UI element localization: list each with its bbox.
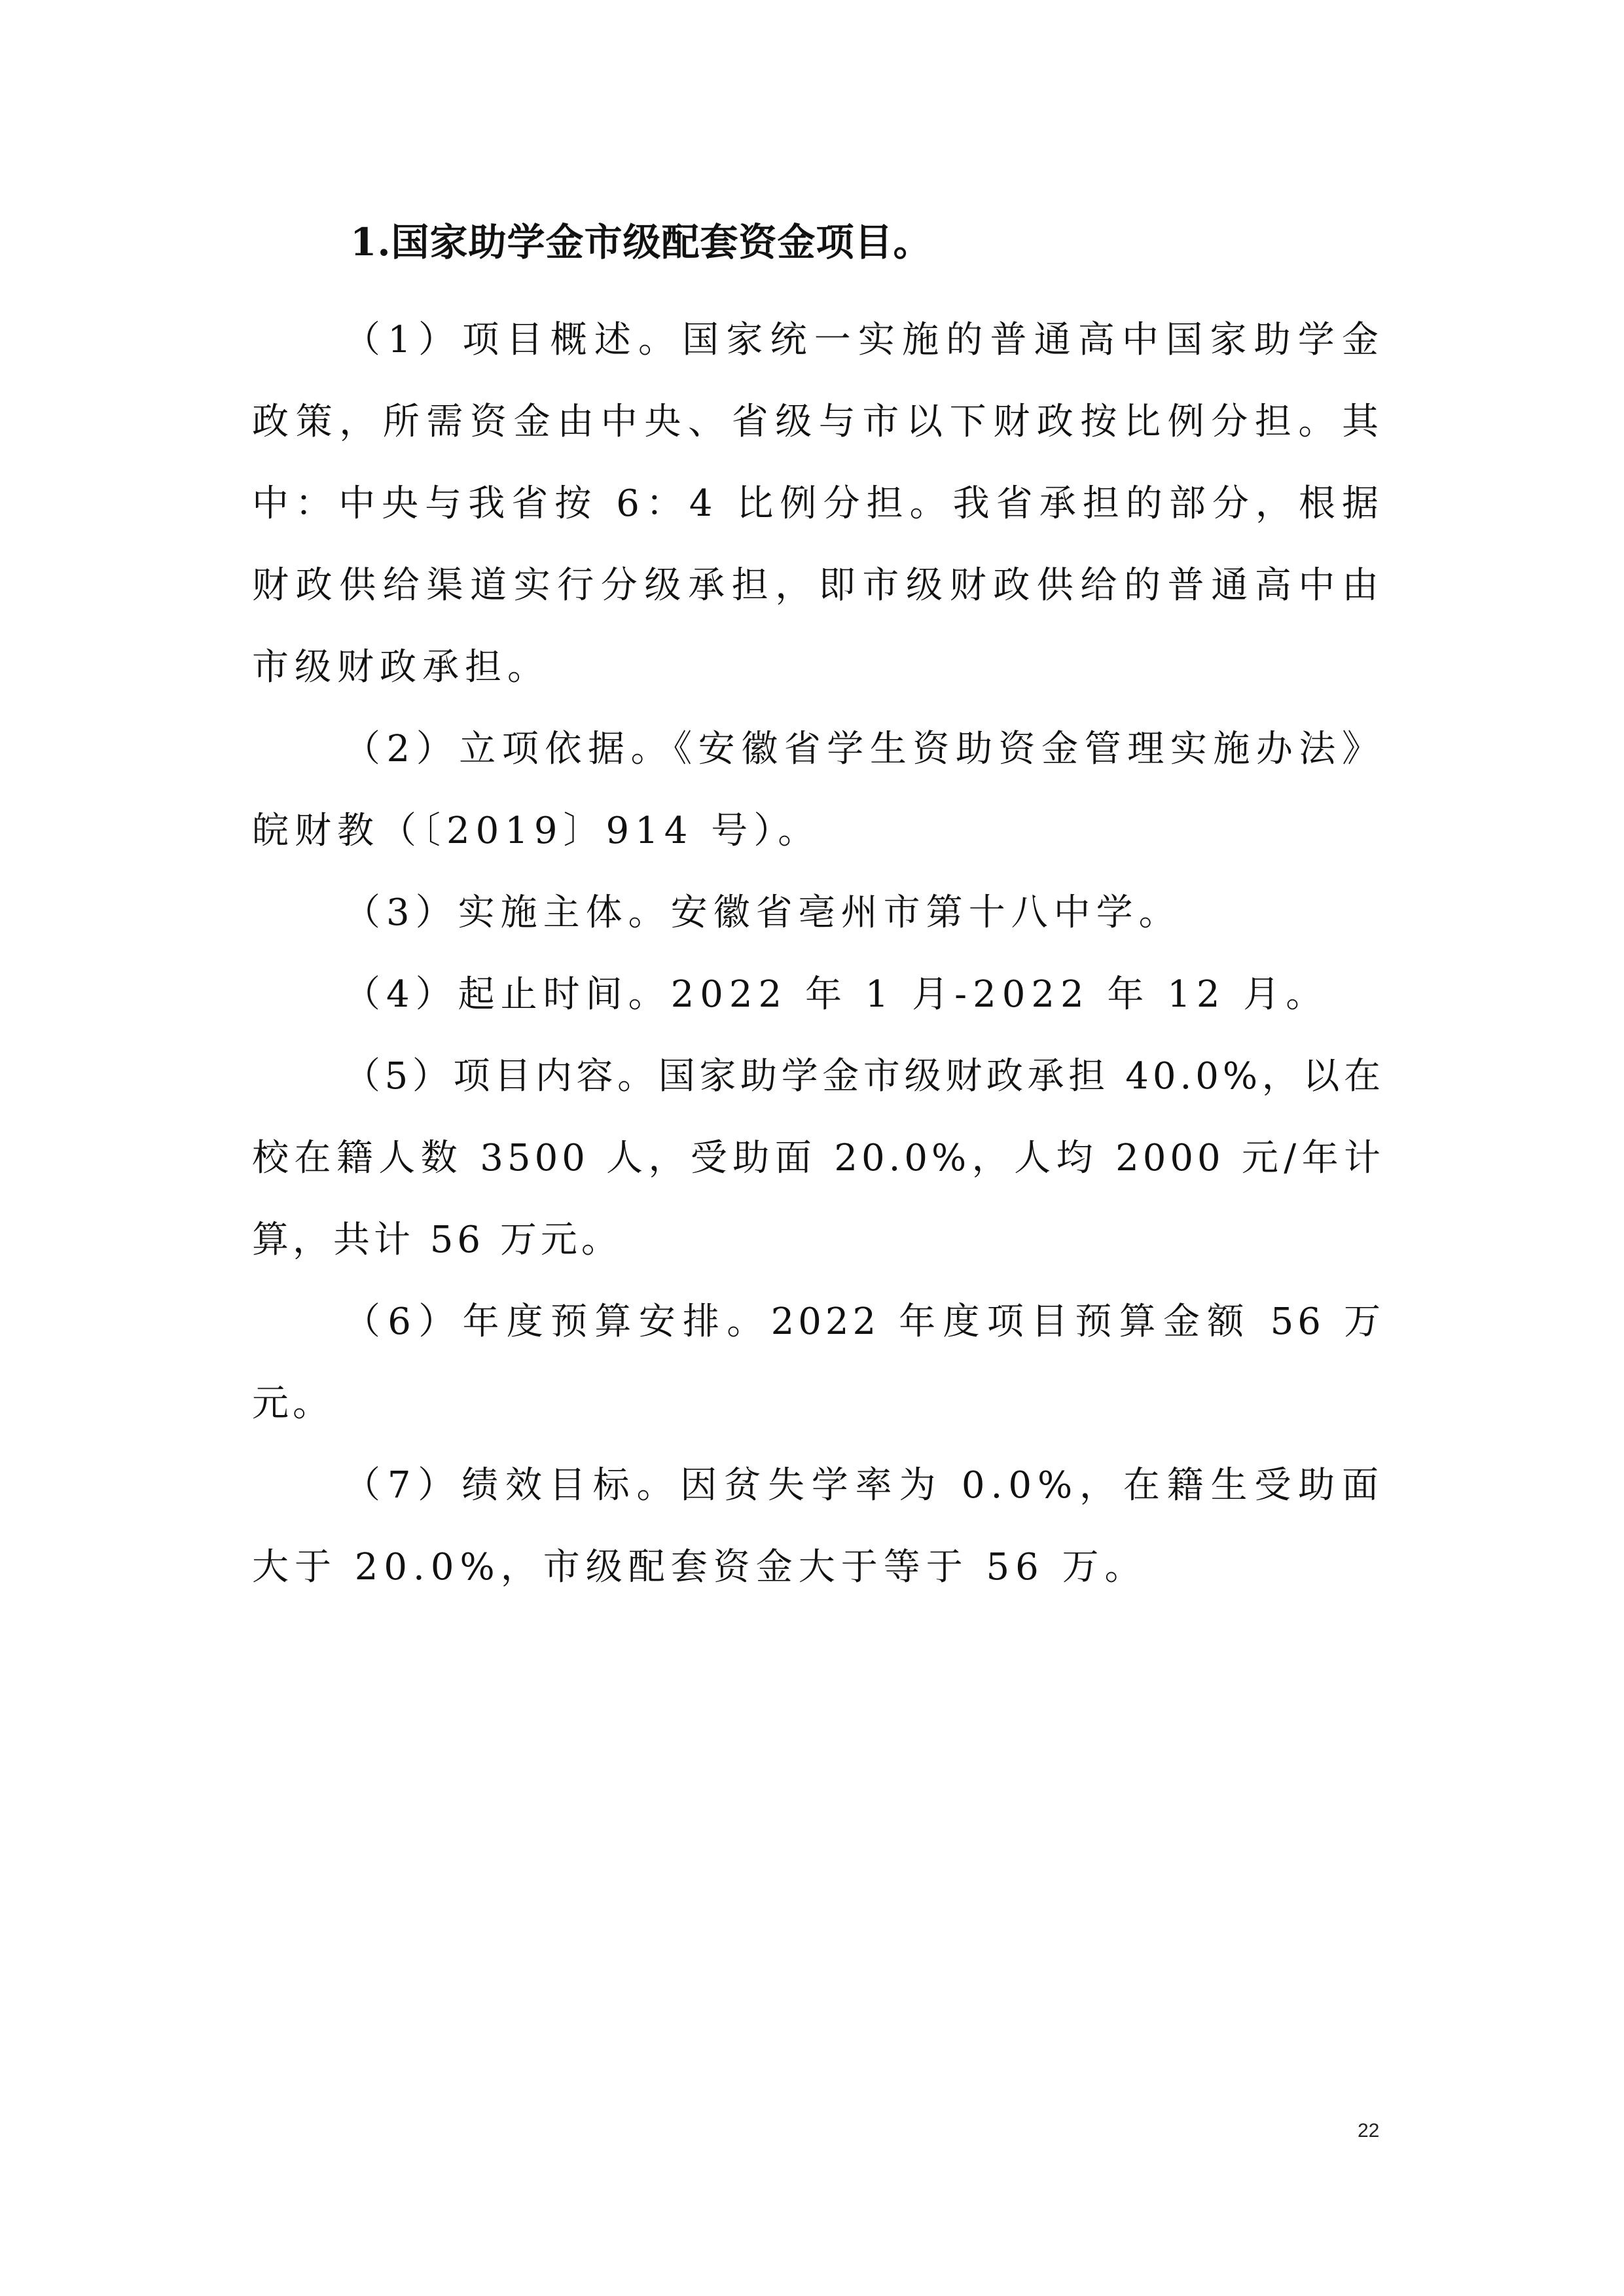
- document-body: [252, 216, 1384, 1608]
- paragraph-project-content: （5）项目内容。国家助学金市级财政承担 40.0%，以在校在籍人数 3500 人，受助面 20.0%，人均 2000 元/年计算，共计 56 万元。: [252, 1055, 1384, 1261]
- paragraph-performance-goal: （7）绩效目标。因贫失学率为 0.0%，在籍生受助面大于 20.0%，市级配套资金大于等于 56 万。: [252, 1464, 1384, 1588]
- page-number: 22: [1358, 2120, 1380, 2142]
- paragraph-annual-budget: （6）年度预算安排。2022 年度项目预算金额 56 万元。: [252, 1300, 1384, 1425]
- paragraph-project-overview: （1）项目概述。国家统一实施的普通高中国家助学金政策，所需资金由中央、省级与市以下财政按比例分担。其中：中央与我省按 6：4 比例分担。我省承担的部分，根据财政供给渠道实行分级承担，即市级财政供给的普通高中由市级财政承担。: [252, 319, 1384, 689]
- paragraph-time-period: （4）起止时间。2022 年 1 月-2022 年 12 月。: [344, 973, 1329, 1016]
- paragraph-implementing-body: （3）实施主体。安徽省亳州市第十八中学。: [344, 891, 1182, 934]
- paragraph-basis: （2）立项依据。《安徽省学生资助资金管理实施办法》皖财教（〔2019〕914 号）。: [252, 728, 1384, 852]
- section-heading: 1.国家助学金市级配套资金项目。: [350, 220, 932, 264]
